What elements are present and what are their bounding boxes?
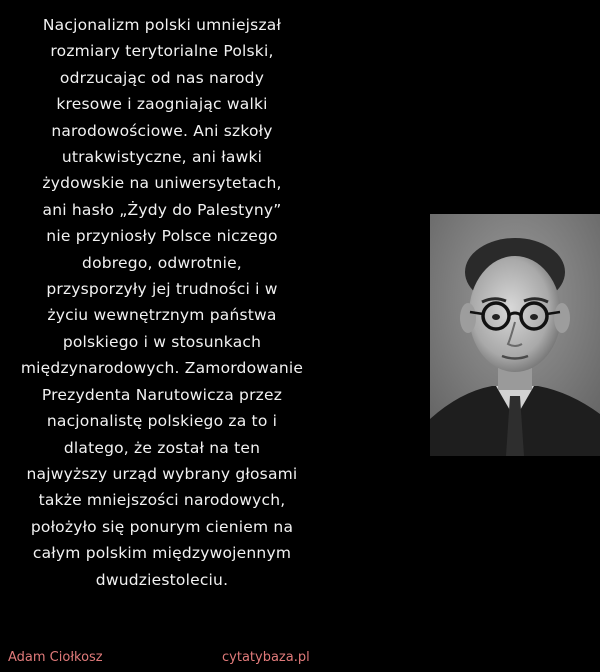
quote-line: położyło się ponurym cieniem na <box>30 517 294 536</box>
site-link[interactable]: cytatybaza.pl <box>222 650 310 665</box>
quote-line: polskiego i w stosunkach <box>62 332 262 351</box>
quote-line: rozmiary terytorialne Polski, <box>50 42 274 61</box>
quote-line: nacjonalistę polskiego za to i <box>46 412 278 431</box>
quote-line: przysporzyły jej trudności i w <box>46 280 278 299</box>
quote-line: narodowościowe. Ani szkoły <box>51 121 273 140</box>
quote-line: dwudziestoleciu. <box>95 570 229 589</box>
quote-line: dlatego, że został na ten <box>63 438 261 457</box>
quote-line: utrakwistyczne, ani ławki <box>61 148 263 167</box>
quote-line: Prezydenta Narutowicza przez <box>41 385 283 404</box>
quote-line: życiu wewnętrznym państwa <box>47 306 277 325</box>
quote-line: międzynarodowych. Zamordowanie <box>20 359 304 378</box>
quote-line: także mniejszości narodowych, <box>38 491 286 510</box>
author-portrait <box>430 214 600 456</box>
quote-line: kresowe i zaogniając walki <box>56 95 268 114</box>
quote-line: dobrego, odwrotnie, <box>82 253 242 272</box>
author-name[interactable]: Adam Ciołkosz <box>8 650 103 665</box>
quote-line: ani hasło „Żydy do Palestyny” <box>42 200 282 219</box>
quote-line: Nacjonalizm polski umniejszał <box>42 16 282 34</box>
quote-line: żydowskie na uniwersytetach, <box>42 174 282 193</box>
quote-text <box>0 12 324 593</box>
quote-line: odrzucając od nas narody <box>59 68 265 87</box>
quote-line: najwyższy urząd wybrany głosami <box>26 464 298 483</box>
quote-line: nie przyniosły Polsce niczego <box>46 227 278 246</box>
quote-line: całym polskim międzywojennym <box>32 544 292 563</box>
